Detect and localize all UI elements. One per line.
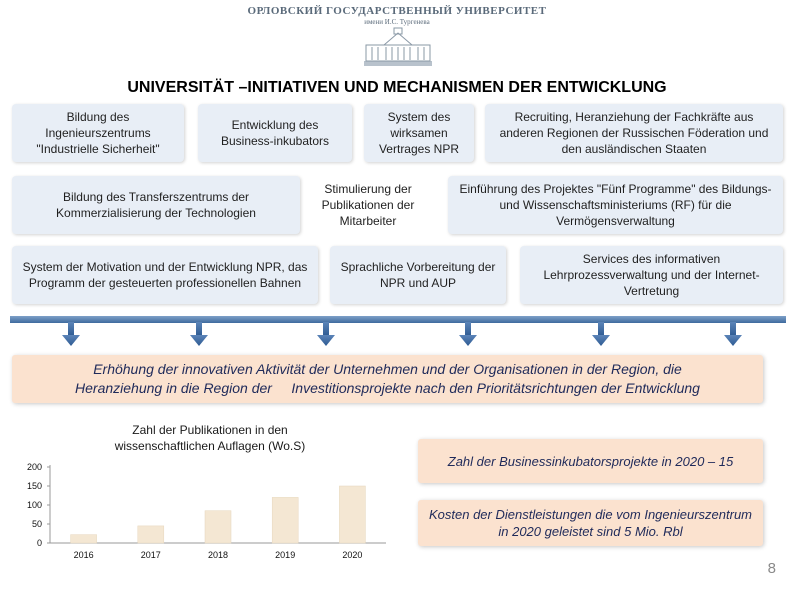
- x-tick-label: 2017: [140, 550, 161, 560]
- box-motivation: System der Motivation und der Entwicklung NPR, das Programm der gesteuerten professionellen Bahnen: [12, 246, 318, 304]
- box-recruiting: Recruiting, Heranziehung der Fachkräfte aus anderen Regionen der Russischen Föderation und den ausländischen Staaten: [485, 104, 783, 162]
- x-tick-label: 2016: [73, 550, 94, 560]
- bar-2017: [138, 526, 164, 543]
- box-stimulierung: Stimulierung der Publikationen der Mitarbeiter: [321, 182, 415, 228]
- bar-2020: [339, 486, 365, 543]
- down-arrow-icon: [317, 322, 335, 346]
- y-tick-label: 200: [26, 462, 42, 472]
- down-arrows: [0, 322, 794, 348]
- y-tick-label: 100: [26, 500, 42, 510]
- x-tick-label: 2018: [207, 550, 229, 560]
- y-tick-label: 150: [26, 481, 42, 491]
- result-banner: [12, 355, 763, 403]
- box-vertrag: System des wirksamen Vertrages NPR: [364, 104, 474, 162]
- university-name: ОРЛОВСКИЙ ГОСУДАРСТВЕННЫЙ УНИВЕРСИТЕТ: [247, 5, 547, 17]
- down-arrow-icon: [592, 322, 610, 346]
- y-tick-label: 50: [31, 519, 42, 529]
- box-business-inkubator: Entwicklung des Business-inkubators: [198, 104, 352, 162]
- box-services: Services des informativen Lehrprozessverwaltung und der Internet-Vertretung: [520, 246, 783, 304]
- bar-2019: [272, 497, 298, 543]
- x-tick-label: 2019: [275, 550, 296, 560]
- note-businessprojekte: Zahl der Businessinkubatorsprojekte in 2020 – 15: [418, 439, 763, 483]
- y-tick-label: 0: [36, 538, 42, 548]
- note-kosten: Kosten der Dienstleistungen die vom Ingenieurszentrum in 2020 geleistet sind 5 Mio. Rbl: [418, 500, 763, 546]
- university-subtitle: имени И.С. Тургенева: [364, 18, 430, 26]
- university-building-logo: [362, 27, 434, 69]
- page-title: UNIVERSITÄT –INITIATIVEN UND MECHANISMEN DER ENTWICKLUNG: [127, 79, 667, 96]
- box-sprachliche-vorbereitung: Sprachliche Vorbereitung der NPR und AUP: [330, 246, 506, 304]
- bar-2018: [205, 511, 231, 543]
- result-line-1: Erhöhung der innovativen Aktivität der Unternehmen und der Organisationen in der Region, die: [93, 361, 682, 377]
- x-tick-label: 2020: [342, 550, 363, 560]
- publications-bar-chart: [14, 455, 394, 567]
- down-arrow-icon: [62, 322, 80, 346]
- box-fuenf-programme: Einführung des Projektes "Fünf Programme" des Bildungs- und Wissenschaftsministeriums (RF) für die Vermögensverwaltung: [448, 176, 783, 234]
- result-line-2: Heranziehung in die Region der Investitionsprojekte nach den Prioritätsrichtungen der Entwicklung: [75, 380, 700, 396]
- page-number: 8: [767, 560, 776, 577]
- box-transferszentrum: Bildung des Transferszentrums der Kommerzialisierung der Technologien: [12, 176, 300, 234]
- down-arrow-icon: [190, 322, 208, 346]
- down-arrow-icon: [724, 322, 742, 346]
- box-ingenieurszentrum: Bildung des Ingenieurszentrums "Industrielle Sicherheit": [12, 104, 184, 162]
- bar-2016: [71, 535, 97, 543]
- chart-title: Zahl der Publikationen in den wissenschaftlichen Auflagen (Wo.S): [114, 423, 306, 453]
- down-arrow-icon: [459, 322, 477, 346]
